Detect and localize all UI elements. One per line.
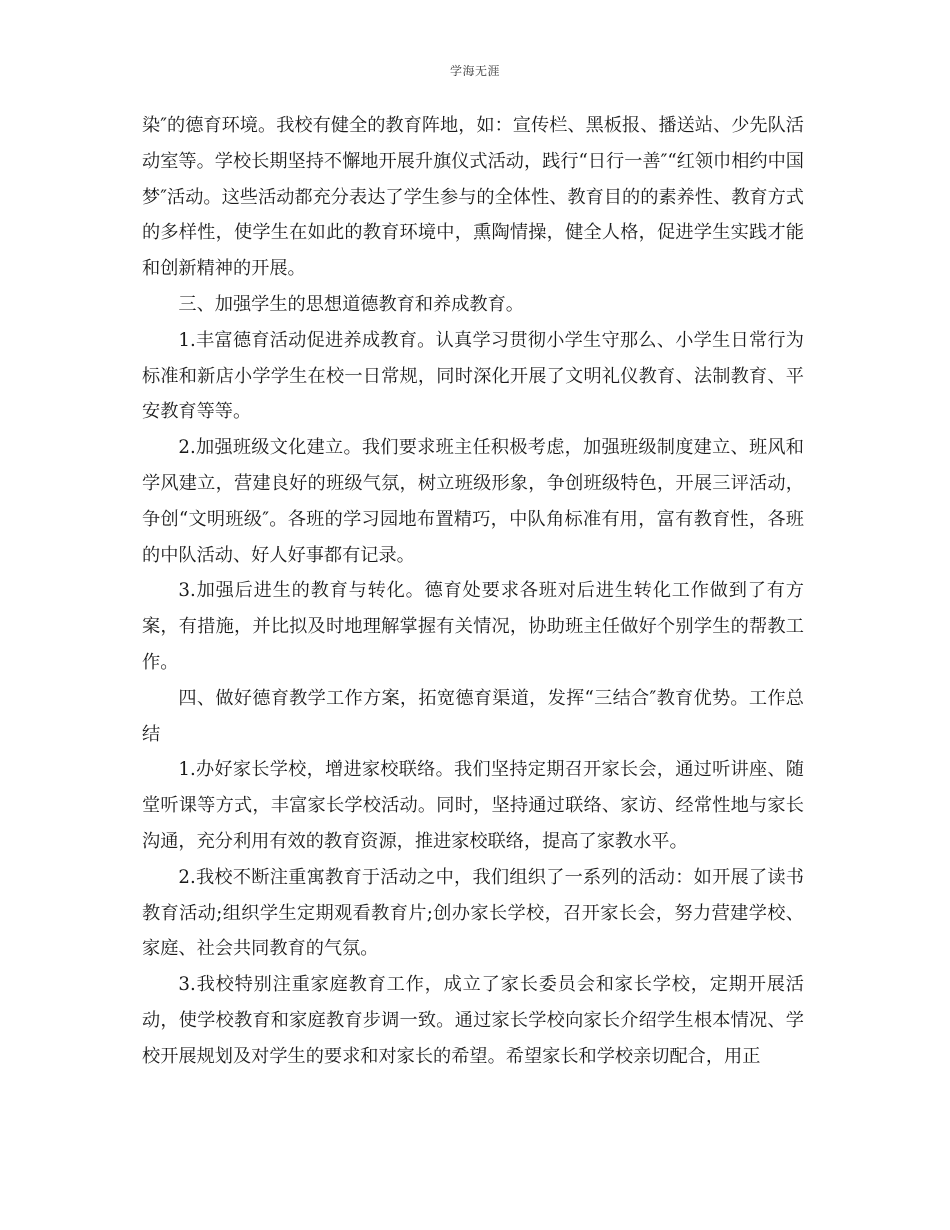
section-heading-4: 四、做好德育教学工作方案，拓宽德育渠道，发挥“三结合″教育优势。工作总结 bbox=[142, 687, 804, 745]
paragraph-continuation: 染″的德育环境。我校有健全的教育阵地，如：宣传栏、黑板报、播送站、少先队活动室等。学校长期坚持不懈地开展升旗仪式活动，践行“日行一善″“红领巾相约中国梦″活动。这些活动都充分表达了学生参与的全体性、教育目的的素养性、教育方式的多样性，使学生在如此的教育环境中，熏陶情操，健全人格，促进学生实践才能和创新精神的开展。 bbox=[142, 115, 804, 280]
section-heading-3: 三、加强学生的思想道德教育和养成教育。 bbox=[178, 293, 524, 315]
paragraph-3-2: 2.加强班级文化建立。我们要求班主任积极考虑，加强班级制度建立、班风和学风建立，营建良好的班级气氛，树立班级形象，争创班级特色，开展三评活动，争创“文明班级″。各班的学习园地布置精巧，中队角标准有用，富有教育性，各班的中队活动、好人好事都有记录。 bbox=[142, 437, 804, 566]
paragraph-4-1: 1.办好家长学校，增进家校联络。我们坚持定期召开家长会，通过听讲座、随堂听课等方式，丰富家长学校活动。同时，坚持通过联络、家访、经常性地与家长沟通，充分利用有效的教育资源，推进家校联络，提高了家教水平。 bbox=[142, 759, 804, 852]
page-header: 学海无涯 bbox=[449, 64, 500, 78]
document-body bbox=[142, 108, 804, 1075]
paragraph-4-2: 2.我校不断注重寓教育于活动之中，我们组织了一系列的活动：如开展了读书教育活动;组织学生定期观看教育片;创办家长学校，召开家长会，努力营建学校、家庭、社会共同教育的气氛。 bbox=[142, 866, 804, 960]
paragraph-4-3: 3.我校特别注重家庭教育工作，成立了家长委员会和家长学校，定期开展活动，使学校教育和家庭教育步调一致。通过家长学校向家长介绍学生根本情况、学校开展规划及对学生的要求和对家长的希望。希望家长和学校亲切配合，用正 bbox=[142, 974, 804, 1067]
paragraph-3-1: 1.丰富德育活动促进养成教育。认真学习贯彻小学生守那么、小学生日常行为标准和新店小学学生在校一日常规，同时深化开展了文明礼仪教育、法制教育、平安教育等等。 bbox=[142, 329, 804, 423]
paragraph-3-3: 3.加强后进生的教育与转化。德育处要求各班对后进生转化工作做到了有方案，有措施，并比拟及时地理解掌握有关情况，协助班主任做好个别学生的帮教工作。 bbox=[142, 580, 804, 673]
